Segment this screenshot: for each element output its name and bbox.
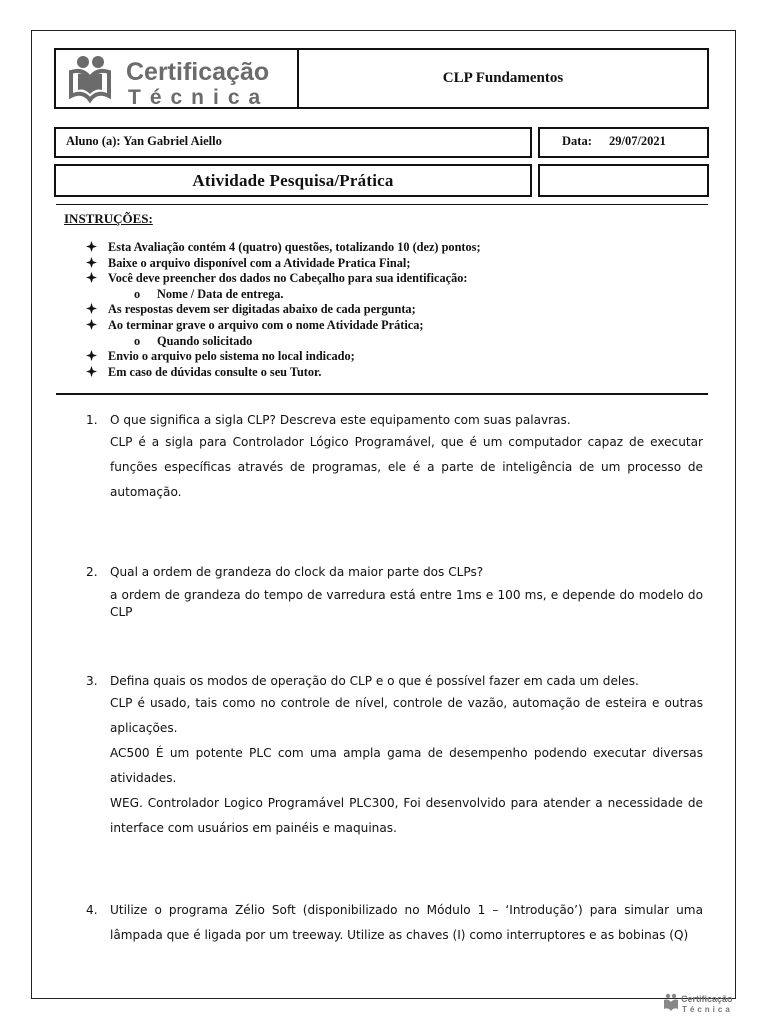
- answer-paragraph: WEG. Controlador Logico Programável PLC300, Foi desenvolvido para atender a necessidade de interface com usuários em painéis e maquinas.: [110, 796, 703, 835]
- logo-word1: Certificação: [126, 58, 270, 86]
- answer-paragraph: CLP é usado, tais como no controle de nível, controle de vazão, automação de esteira e outras aplicações.: [110, 696, 703, 735]
- list-item: Ao terminar grave o arquivo com o nome Atividade Prática;: [86, 318, 481, 334]
- question-text: Qual a ordem de grandeza do clock da maior parte dos CLPs?: [110, 565, 484, 579]
- certificacao-tecnica-logo-icon: [56, 50, 296, 108]
- diamond-bullet-icon: [86, 366, 97, 377]
- logo-box: [54, 48, 299, 109]
- answer-paragraph: AC500 É um potente PLC com uma ampla gama de desempenho podendo executar diversas atividades.: [110, 746, 703, 785]
- question-number: 2.: [86, 565, 98, 579]
- instructions-title: INSTRUÇÕES:: [64, 211, 153, 226]
- question-number: 3.: [86, 674, 98, 688]
- footer-logo-word2: Técnica: [682, 1005, 733, 1014]
- answer-paragraph: a ordem de grandeza do tempo de varredura está entre 1ms e 100 ms, e depende do modelo do CLP: [110, 588, 703, 619]
- list-subitem: o Nome / Data de entrega.: [134, 286, 284, 301]
- student-name: Yan Gabriel Aiello: [123, 134, 222, 148]
- blank-field: [538, 164, 709, 197]
- diamond-bullet-icon: [86, 241, 97, 252]
- question-text: Utilize o programa Zélio Soft (disponibilizado no Módulo 1 – ‘Introdução’) para simular uma lâmpada que é ligada por um treeway. Utilize as chaves (I) como interruptores e as bobinas (Q): [110, 903, 703, 942]
- logo-word2: Técnica: [128, 86, 270, 108]
- footer-logo-word1: Certificação: [681, 994, 733, 1004]
- answer-paragraph: CLP é a sigla para Controlador Lógico Programável, que é um computador capaz de executar funções específicas através de programas, ele é a parte de inteligência de um processo de automação.: [110, 435, 703, 499]
- date-value: 29/07/2021: [608, 134, 666, 148]
- date-label: Data:: [562, 134, 592, 148]
- student-field[interactable]: [54, 127, 532, 158]
- list-item: As respostas devem ser digitadas abaixo de cada pergunta;: [86, 302, 481, 318]
- instructions-list: [86, 240, 481, 380]
- sub-bullet: o: [134, 333, 141, 348]
- diamond-bullet-icon: [86, 303, 97, 314]
- answer[interactable]: [86, 587, 703, 621]
- answer[interactable]: [86, 430, 703, 505]
- list-item: Você deve preencher dos dados no Cabeçalho para sua identificação:: [86, 271, 481, 287]
- certificacao-tecnica-logo-icon: [662, 992, 734, 1014]
- date-field[interactable]: [538, 127, 709, 158]
- list-item: Em caso de dúvidas consulte o seu Tutor.: [86, 365, 481, 381]
- question-3: [86, 674, 703, 841]
- list-item: Envio o arquivo pelo sistema no local indicado;: [86, 349, 481, 365]
- diamond-bullet-icon: [86, 272, 97, 283]
- diamond-bullet-icon: [86, 257, 97, 268]
- divider: [56, 393, 708, 395]
- student-label: Aluno (a):: [66, 134, 121, 148]
- question-1: [86, 413, 703, 505]
- diamond-bullet-icon: [86, 319, 97, 330]
- divider: [56, 204, 708, 205]
- question-2: [86, 565, 703, 621]
- list-subitem: o Quando solicitado: [134, 333, 253, 348]
- list-item: Baixe o arquivo disponível com a Atividade Pratica Final;: [86, 256, 481, 272]
- question-text: Defina quais os modos de operação do CLP e o que é possível fazer em cada um deles.: [110, 674, 639, 688]
- diamond-bullet-icon: [86, 350, 97, 361]
- question-4: [86, 898, 703, 948]
- list-item: Esta Avaliação contém 4 (quatro) questões, totalizando 10 (dez) pontos;: [86, 240, 481, 256]
- activity-title: Atividade Pesquisa/Prática: [54, 164, 532, 197]
- answer[interactable]: [86, 691, 703, 841]
- footer-logo: [662, 992, 734, 1019]
- question-text: O que significa a sigla CLP? Descreva este equipamento com suas palavras.: [110, 413, 571, 427]
- sub-bullet: o: [134, 286, 141, 301]
- course-title: CLP Fundamentos: [297, 48, 709, 109]
- question-number: 4.: [86, 903, 98, 917]
- question-number: 1.: [86, 413, 98, 427]
